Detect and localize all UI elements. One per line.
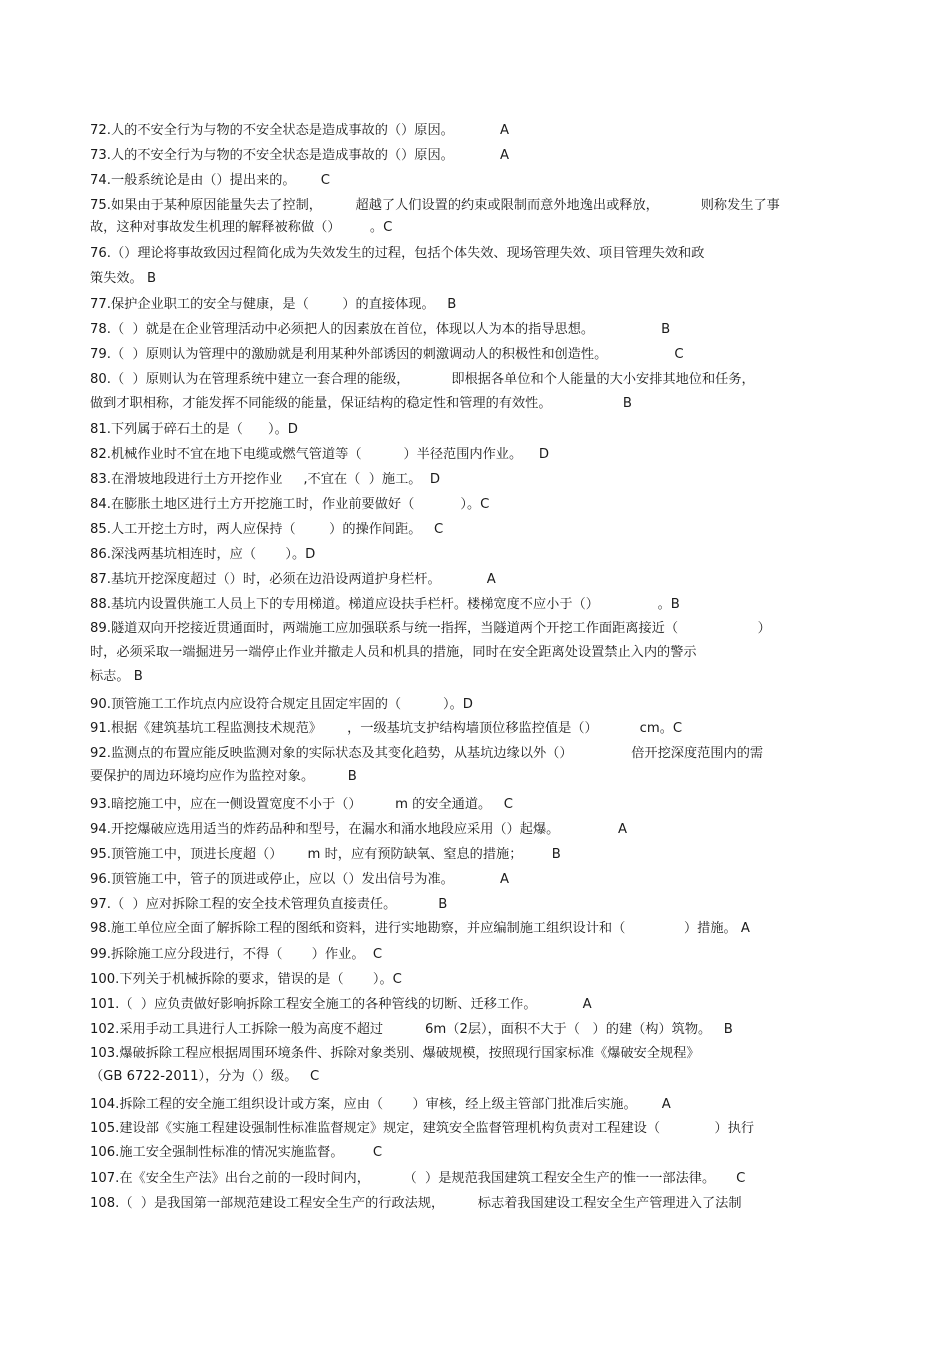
text-line: 72.人的不安全行为与物的不安全状态是造成事故的（）原因。 A [90,123,509,138]
text-line: 107.在《安全生产法》出台之前的一段时间内， （ ）是规范我国建筑工程安全生产的惟一一部法律。 C [90,1171,746,1186]
text-line: 要保护的周边环境均应作为监控对象。 B [90,769,357,784]
text-line: 93.暗挖施工中，应在一侧设置宽度不小于（） m 的安全通道。 C [90,797,514,812]
text-line: 106.施工安全强制性标准的情况实施监督。 C [90,1145,383,1160]
text-line: 98.施工单位应全面了解拆除工程的图纸和资料，进行实地勘察，并应编制施工组织设计和（ ）措施。 A [90,921,750,936]
text-line: 标志。 B [90,669,143,684]
text-line: 78.（ ）就是在企业管理活动中必须把人的因素放在首位，体现以人为本的指导思想。 B [90,322,671,337]
text-line: 84.在膨胀土地区进行土方开挖施工时，作业前要做好（ ）。C [90,497,490,512]
text-line: 105.建设部《实施工程建设强制性标准监督规定》规定，建筑安全监督管理机构负责对工程建设（ ）执行 [90,1121,755,1136]
text-line: 79.（ ）原则认为管理中的激励就是利用某种外部诱因的刺激调动人的积极性和创造性。 C [90,347,684,362]
text-line: 92.监测点的布置应能反映监测对象的实际状态及其变化趋势，从基坑边缘以外（） 倍开挖深度范围内的需 [90,746,764,761]
text-line: 101.（ ）应负责做好影响拆除工程安全施工的各种管线的切断、迁移工作。 A [90,997,592,1012]
text-line: 86.深浅两基坑相连时，应（ ）。D [90,547,316,562]
text-line: 108.（ ）是我国第一部规范建设工程安全生产的行政法规， 标志着我国建设工程安全生产管理进入了法制 [90,1196,742,1211]
text-line: 81.下列属于碎石土的是（ ）。D [90,422,298,437]
text-line: 97.（ ）应对拆除工程的安全技术管理负直接责任。 B [90,897,448,912]
text-line: 88.基坑内设置供施工人员上下的专用梯道。梯道应设扶手栏杆。楼梯宽度不应小于（） 。B [90,597,680,612]
text-line: 91.根据《建筑基坑工程监测技术规范》 ，一级基坑支护结构墙顶位移监控值是（） cm。C [90,721,683,736]
text-line: 104.拆除工程的安全施工组织设计或方案，应由（ ）审核，经上级主管部门批准后实施。 A [90,1097,671,1112]
text-line: 99.拆除施工应分段进行，不得（ ）作业。 C [90,947,383,962]
text-line: 82.机械作业时不宜在地下电缆或燃气管道等（ ）半径范围内作业。 D [90,447,550,462]
text-line: 74.一般系统论是由（）提出来的。 C [90,173,330,188]
text-line: 94.开挖爆破应选用适当的炸药品种和型号，在漏水和涌水地段应采用（）起爆。 A [90,822,628,837]
text-line: 95.顶管施工中，顶进长度超（） m 时，应有预防缺氧、窒息的措施； B [90,847,561,862]
text-line: 做到才职相称，才能发挥不同能级的能量，保证结构的稳定性和管理的有效性。 B [90,396,632,411]
text-line: 83.在滑坡地段进行土方开挖作业 ,不宜在（ ）施工。 D [90,472,440,487]
text-line: 87.基坑开挖深度超过（）时，必须在边沿设两道护身栏杆。 A [90,572,496,587]
text-line: 75.如果由于某种原因能量失去了控制， 超越了人们设置的约束或限制而意外地逸出或释放， 则称发生了事 [90,198,780,213]
text-line: 76.（）理论将事故致因过程简化成为失效发生的过程，包括个体失效、现场管理失效、项目管理失效和政 [90,246,705,261]
text-line: 85.人工开挖土方时，两人应保持（ ）的操作间距。 C [90,522,444,537]
text-line: 96.顶管施工中，管子的顶进或停止，应以（）发出信号为准。 A [90,872,509,887]
text-line: 90.顶管施工工作坑点内应设符合规定且固定牢固的（ ）。D [90,697,473,712]
text-line: （GB 6722-2011），分为（）级。 C [90,1069,320,1084]
text-line: 77.保护企业职工的安全与健康，是（ ）的直接体现。 B [90,297,457,312]
text-line: 103.爆破拆除工程应根据周围环境条件、拆除对象类别、爆破规模，按照现行国家标准《爆破安全规程》 [90,1046,700,1061]
text-line: 89.隧道双向开挖接近贯通面时，两端施工应加强联系与统一指挥，当隧道两个开挖工作面距离接近（ ） [90,621,771,636]
text-line: 102.采用手动工具进行人工拆除一般为高度不超过 6m（2层），面积不大于（ ）的建（构）筑物。 B [90,1022,733,1037]
text-line: 故，这种对事故发生机理的解释被称做（） 。C [90,220,393,235]
text-line: 100.下列关于机械拆除的要求，错误的是（ ）。C [90,972,402,987]
text-line: 73.人的不安全行为与物的不安全状态是造成事故的（）原因。 A [90,148,509,163]
text-line: 策失效。 B [90,271,156,286]
text-line: 时，必须采取一端掘进另一端停止作业并撤走人员和机具的措施，同时在安全距离处设置禁止入内的警示 [90,645,697,660]
text-line: 80.（ ）原则认为在管理系统中建立一套合理的能级， 即根据各单位和个人能量的大小安排其地位和任务， [90,372,755,387]
